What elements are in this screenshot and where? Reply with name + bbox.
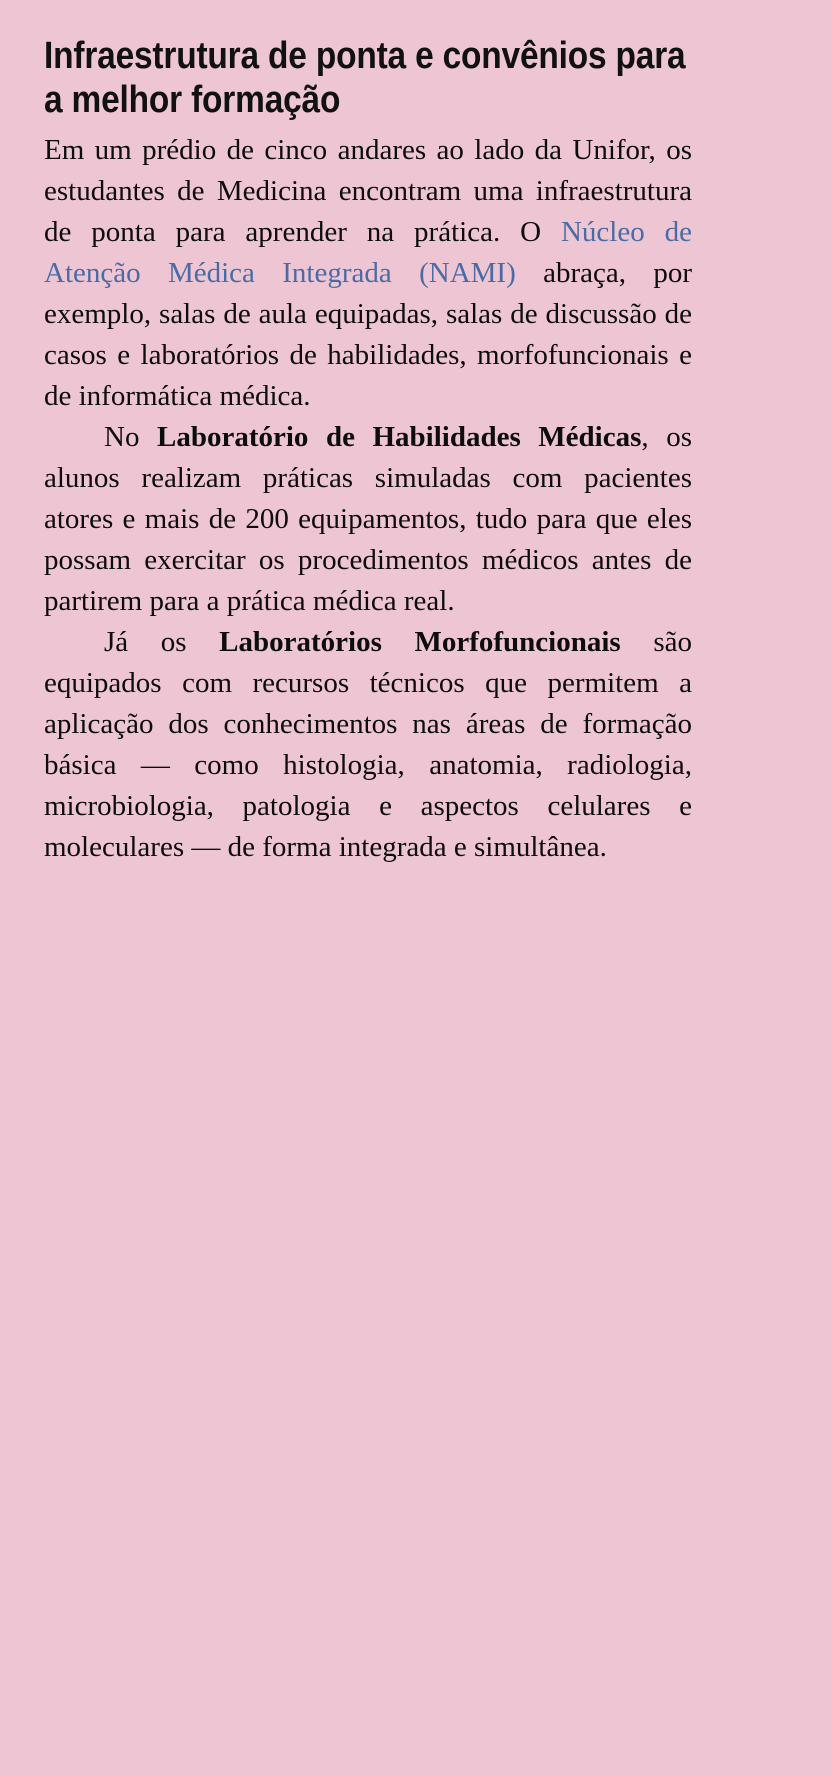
article-link-nami[interactable]: Núcleo de Atenção Médica Integrada (NAMI) [44, 216, 692, 289]
body-text-run: No [104, 421, 157, 453]
body-text-run: abraça, por exemplo, salas de aula equipadas, salas de discussão de casos e laboratórios de habilidades, morfofuncionais e de informática médica. [44, 257, 692, 412]
body-text-run: , os alunos realizam práticas simuladas com pacientes atores e mais de 200 equipamentos, tudo para que eles possam exercitar os procedimentos médicos antes de partirem para a prática médica real. [44, 421, 692, 617]
paragraph-2 [44, 417, 692, 622]
body-text-run: Já os [104, 626, 220, 658]
page-title: Infraestrutura de ponta e convênios para a melhor formação [44, 35, 686, 121]
emphasised-term: Laboratórios Morfofuncionais [219, 626, 621, 658]
body-text-run: são equipados com recursos técnicos que permitem a aplicação dos conhecimentos nas áreas de formação básica — como histologia, anatomia, radiologia, microbiologia, patologia e aspectos celulares e moleculares — de forma integrada e simultânea. [44, 626, 692, 863]
emphasised-term: Laboratório de Habilidades Médicas [156, 421, 642, 453]
paragraph-1 [44, 130, 692, 417]
paragraph-3 [44, 622, 692, 868]
body-text-run: Em um prédio de cinco andares ao lado da Unifor, os estudantes de Medicina encontram uma infraestrutura de ponta para aprender na prática. O [44, 134, 692, 248]
article-body [44, 130, 692, 868]
